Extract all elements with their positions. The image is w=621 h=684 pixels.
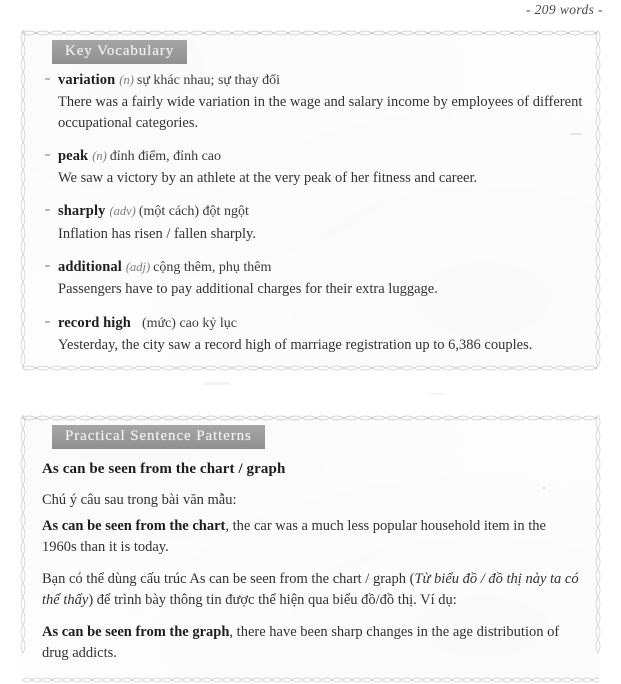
vocabulary-entry-headline [58, 146, 583, 167]
example-two-rest: , there have been sharp changes in the age distribution of drug addicts. [42, 624, 560, 662]
vocabulary-meaning: (mức) cao kỷ lục [141, 315, 237, 331]
vocabulary-entry [58, 146, 583, 189]
practical-sentence-patterns-panel [22, 415, 599, 679]
vocabulary-part-of-speech: (n) [119, 73, 134, 87]
vocabulary-word: sharply [58, 203, 106, 220]
vocabulary-entry-headline [58, 257, 583, 278]
vocabulary-part-of-speech: (adj) [125, 260, 151, 275]
vocabulary-example: We saw a victory by an athlete at the very peak of her fitness and career. [58, 170, 478, 187]
vocabulary-example: There was a fairly wide variation in the wage and salary income by employees of different occupational categories. [58, 94, 583, 131]
vocabulary-word: variation [58, 72, 116, 88]
practical-sentence-patterns-heading: Practical Sentence Patterns [52, 425, 265, 449]
scan-speck [204, 382, 230, 385]
explanation-part-two: ) để trình bày thông tin được thể hiện qua biểu đồ/đồ thị. Ví dụ: [88, 592, 457, 609]
vocabulary-word: additional [58, 259, 122, 276]
example-one-bold-part: As can be seen from the chart [42, 518, 226, 535]
vocabulary-entry-headline [58, 201, 583, 222]
bullet-icon [45, 78, 50, 80]
explanation-italic-gloss: Từ biểu đồ / đồ thị này ta có thể thấy [42, 571, 579, 609]
example-sentence-two [42, 622, 583, 664]
vocabulary-word: peak [58, 147, 89, 164]
vocabulary-entry [58, 70, 583, 133]
vocabulary-example: Passengers have to pay additional charges for their extra luggage. [58, 281, 438, 298]
vocabulary-entry-headline [58, 313, 583, 334]
example-one-rest: , the car was a much less popular household item in the 1960s than it is today. [42, 518, 546, 556]
word-count-label: - 209 words - [525, 2, 603, 17]
vocabulary-part-of-speech: (adv) [109, 204, 136, 219]
vocabulary-meaning: sự khác nhau; sự thay đổi [136, 73, 280, 88]
explanation-paragraph [42, 569, 583, 611]
key-vocabulary-panel [22, 30, 599, 367]
vocabulary-example: Yesterday, the city saw a record high of marriage registration up to 6,386 couples. [58, 336, 533, 353]
example-two-bold-part: As can be seen from the graph [42, 624, 230, 641]
vocabulary-entry-headline [58, 70, 583, 91]
vocabulary-example: Inflation has risen / fallen sharply. [58, 225, 256, 242]
example-sentence-one [42, 516, 583, 558]
vocabulary-list [38, 70, 583, 355]
bullet-icon [45, 265, 50, 267]
bullet-icon [45, 209, 50, 211]
vocabulary-meaning: đỉnh điểm, đỉnh cao [109, 148, 221, 164]
bullet-icon [45, 154, 50, 156]
vocabulary-part-of-speech: (n) [92, 148, 107, 163]
bullet-icon [45, 321, 50, 323]
pattern-title: As can be seen from the chart / graph [42, 461, 286, 477]
explanation-part-one: Bạn có thể dùng cấu trúc As can be seen from the chart / graph ( [42, 571, 415, 588]
vocabulary-entry [58, 313, 583, 356]
scan-speck [430, 393, 444, 395]
note-intro: Chú ý câu sau trong bài văn mẫu: [42, 492, 237, 508]
vocabulary-entry [58, 201, 583, 244]
key-vocabulary-heading: Key Vocabulary [52, 40, 187, 64]
vocabulary-meaning: cộng thêm, phụ thêm [153, 260, 272, 276]
vocabulary-word: record high [58, 314, 131, 331]
vocabulary-entry [58, 257, 583, 300]
vocabulary-meaning: (một cách) đột ngột [138, 204, 249, 220]
